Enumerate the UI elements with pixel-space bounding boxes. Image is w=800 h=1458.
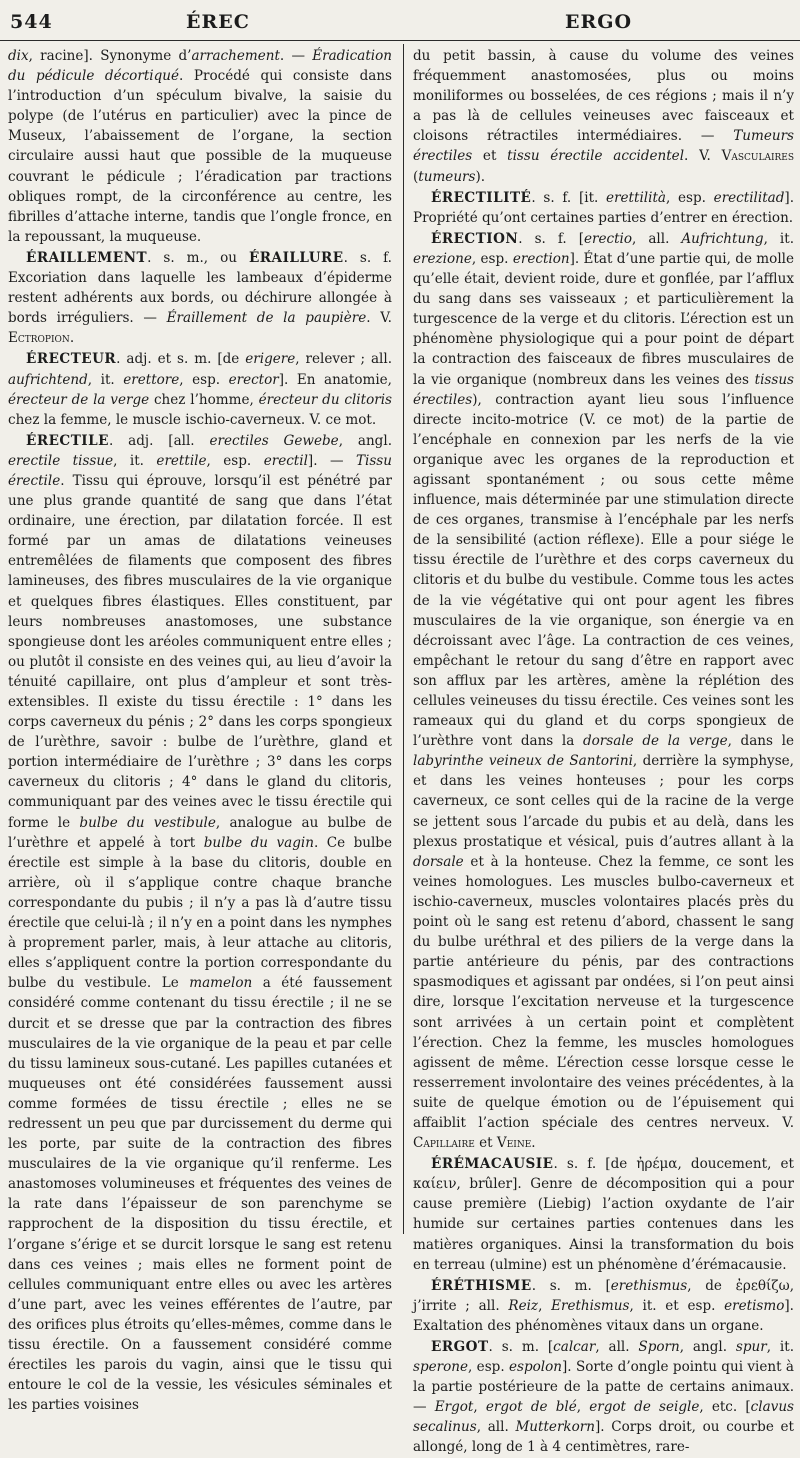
- text-run: . Procédé qui consiste dans l’introduction d’un spéculum bivalve, la saisie du polype (de l’utérus en particulier) avec la pince de Museux, l’abaissement de l’organe, la section circulaire aussi haut que possible de la muqueuse couvrant le pédicule ; l’éradication par tractions obliques rompt, de la circonférence au centre, les fibrilles d’attache interne, tandis que l’ongle fronce, en la repoussant, la muqueuse.: [8, 68, 392, 245]
- italic-term: erection: [512, 250, 570, 267]
- text-run: , relever ; all.: [295, 351, 393, 368]
- headword: ERGOT: [431, 1339, 489, 1355]
- text-run: ).: [475, 168, 486, 185]
- text-run: . —: [279, 48, 313, 64]
- italic-term: eretismo: [724, 1297, 785, 1314]
- text-run: . adj. [all.: [108, 432, 210, 449]
- small-caps-ref: Veine: [496, 1135, 532, 1152]
- text-run: , racine]. Synonyme d’: [28, 48, 192, 64]
- italic-term: calcar: [553, 1339, 596, 1355]
- italic-term: ergot de blé: [485, 1399, 577, 1416]
- italic-term: aufrichtend: [8, 371, 88, 388]
- text-run: et: [472, 148, 508, 165]
- italic-term: erectile tissue: [8, 452, 114, 469]
- text-run: , dans le: [727, 733, 794, 750]
- italic-term: mamelon: [189, 975, 253, 992]
- italic-term: erettore: [123, 371, 180, 388]
- italic-term: dix: [8, 48, 29, 64]
- text-run: , all.: [476, 1419, 516, 1436]
- italic-term: bulbe du vagin: [203, 834, 314, 851]
- italic-term: érecteur de la verge: [8, 391, 150, 408]
- left-column: [8, 46, 393, 1414]
- italic-term: Éraillement de la paupière: [166, 310, 367, 327]
- running-header: [0, 0, 800, 41]
- italic-term: erectiles Gewebe: [209, 432, 339, 449]
- text-run: . s. f. [: [518, 230, 584, 247]
- text-run: . Ce bulbe érectile est simple à la base du clitoris, double en arrière, où il s’applique contre chaque branche correspondante du pubis ; il n’y a pas là d’autre tissu érectile que celui-là ; il n’y en a point dans les nymphes à proprement parler, mais, à leur attache au clitoris, elles s’appliquent contre la portion correspondante du bulbe du vestibule. Le: [8, 834, 392, 992]
- entry-erectile: [8, 431, 392, 1416]
- text-run: , esp.: [471, 250, 513, 267]
- entry-eraillement: [8, 248, 392, 348]
- column-divider: [403, 44, 404, 1234]
- italic-term: erector: [228, 371, 279, 388]
- italic-term: Éradication du pédicule décortiqué: [8, 48, 392, 85]
- small-caps-ref: Vasculaires: [721, 148, 795, 165]
- text-run: . Tissu qui éprouve, lorsqu’il est pénétré par une plus grande quantité de sang que dans l’état ordinaire, une érection, par dilatation forcée. Il est formé par un amas de dilatations veineuses entremêlées de filaments que composent des fibres lamineuses, des fibres musculaires de la vie organique et quelques fibres élastiques. Elles constituent, par leurs nombreuses anastomoses, une substance spongieuse dont les aréoles communiquent entre elles ; ou plutôt il consiste en des veines qui, au lieu d’avoir la ténuité capillaire, ont plus d’ampleur et sont très-extensibles. Il existe du tissu érectile : 1° dans les corps caverneux du pénis ; 2° dans les corps spongieux de l’urèthre, savoir : bulbe de l’urèthre, gland et portion intermédiaire de l’urèthre ; 3° dans les corps caverneux du clitoris ; 4° dans le gland du clitoris, communiquant par des veines avec le tissu érectile qui forme le: [8, 472, 392, 831]
- text-run: ,: [473, 1399, 486, 1416]
- text-run: chez la femme, le muscle ischio-caverneux. V. ce mot.: [8, 411, 377, 428]
- small-caps-ref: Capillaire: [413, 1135, 475, 1152]
- text-run: , it.: [113, 452, 157, 469]
- text-run: ]. En anatomie,: [278, 371, 392, 388]
- text-run: ]. Corps droit, ou courbe et allongé, long de 1 à 4 centimètres, rare-: [413, 1419, 794, 1456]
- text-run: et à la honteuse. Chez la femme, ce sont les veines homologues. Les muscles bulbo-caverneux et ischio-caverneux, muscles volontaires placés près du point où le sang est retenu d’abord, chassent le sang du bulbe uréthral et des piliers de la verge dans la partie antérieure du pénis, par des contractions spasmodiques et agissant par ondées, si l’on peut ainsi dire, lorsque l’excitation nerveuse et la turgescence sont arrivées à un certain point et complètent l’érection. Chez la femme, les muscles homologues agissent de même. L’érection cesse lorsque cesse le resserrement involontaire des veines précédentes, à la suite de quelque émotion ou de l’épuisement qui affaiblit l’action spéciale des centres nerveux. V.: [413, 853, 794, 1131]
- text-run: , angl.: [679, 1339, 736, 1355]
- entry-erectilite: [413, 188, 794, 228]
- text-run: . s. f. [de ἠρέμα, doucement, et καίειν, brûler]. Genre de décomposition qui a pour cause première (Liebig) l’action oxydante de l’air humide sur certaines parties contenues dans les matières organiques. Ainsi la transformation du bois en terreau (ulmine) est un phénomène d’érémacausie.: [413, 1156, 794, 1273]
- text-run: . s. m. [: [488, 1339, 554, 1355]
- headword: ÉRÉTHISME: [431, 1277, 532, 1294]
- italic-term: spur: [735, 1339, 767, 1355]
- text-run: . V.: [366, 310, 392, 327]
- text-run: , it.: [763, 230, 794, 247]
- text-run: chez l’homme,: [149, 391, 259, 408]
- italic-term: erectio: [584, 230, 633, 247]
- italic-term: erettile: [156, 452, 207, 469]
- text-run: ,: [538, 1297, 552, 1314]
- text-run: , de ἐρεθίζω, j’irrite ; all.: [413, 1277, 794, 1314]
- text-run: , all.: [632, 230, 682, 247]
- italic-term: sperone: [413, 1359, 469, 1376]
- entry-erection: [413, 229, 794, 1153]
- text-run: et: [474, 1135, 497, 1152]
- italic-term: labyrinthe veineux de Santorini: [413, 753, 633, 770]
- text-run: ]. Exaltation des phénomènes vitaux dans un organe.: [413, 1297, 794, 1334]
- text-run: , etc. [: [699, 1399, 751, 1416]
- text-run: du petit bassin, à cause du volume des veines fréquemment anastomosées, plus ou moins moniliformes ou bosselées, de ces régions ; mais il n’y a pas là de cellules veineuses avec faisceaux et cloisons rétractiles intermédiaires. —: [413, 48, 794, 145]
- text-run: . adj. et s. m. [de: [116, 351, 246, 368]
- text-run: a été faussement considéré comme contenant du tissu érectile ; il ne se durcit et se dresse que par la contraction des fibres musculaires de la vie organique de la peau et par celle du tissu lamineux sous-cutané. Les papilles cutanées et muqueuses ont été considérées faussement aussi comme formées de tissu érectile ; elles ne se redressent un peu que par durcissement du derme qui les porte, par suite de la contraction des fibres musculaires de la vie organique qu’il renferme. Les anastomoses volumineuses et fréquentes des veines de la rate dans l’épaisseur de son parenchyme se rapprochent de la disposition du tissu érectile, et l’organe s’érige et se durcit lorsque le sang est retenu dans ces veines ; mais elles ne forment point de cellules communiquant entre elles ou avec les artères d’une part, avec les veines efférentes de l’autre, par des orifices plus étroits qu’elles-mêmes, comme dans le tissu érectile. On a faussement considéré comme érectiles les parois du vagin, ainsi que le tissu qui entoure le col de la vessie, les vésicules séminales et les parties voisines: [8, 975, 392, 1414]
- text-run: . s. f. Excoriation dans laquelle les lambeaux d’épiderme restent adhérents aux bords, ou déchirure allongée à bords irréguliers. —: [8, 249, 392, 327]
- text-run: , it. et esp.: [629, 1297, 725, 1314]
- italic-term: clavus secalinus: [413, 1399, 794, 1436]
- italic-term: Ergot: [434, 1399, 474, 1416]
- text-run: ]. Propriété qu’ont certaines parties d’entrer en érection.: [413, 189, 794, 226]
- italic-term: erezione: [413, 250, 472, 267]
- italic-term: érecteur du clitoris: [258, 391, 392, 408]
- italic-term: erethismus: [610, 1277, 688, 1294]
- italic-term: dorsale: [413, 853, 464, 870]
- italic-term: erectil: [263, 452, 308, 469]
- italic-term: arrachement: [191, 48, 280, 64]
- text-run: ]. —: [307, 452, 356, 469]
- italic-term: Reiz: [508, 1297, 539, 1314]
- text-run: , esp.: [179, 371, 229, 388]
- text-run: , esp.: [665, 189, 714, 206]
- italic-term: Aufrichtung: [681, 230, 764, 247]
- text-run: ), contraction ayant lieu sous l’influence directe incito-motrice (V. ce mot) de la partie de l’encéphale en connexion par les nerfs de la vie organique avec les organes de la reproduction et agissant spontanément ; ou sous cette même influence, mais déterminée par une stimulation directe de ces organes, transmise à l’encéphale par les nerfs de la sensibilité (action réflexe). Elle a pour siége le tissu érectile de l’urèthre et des corps caverneux du clitoris et du bulbe du vestibule. Comme tous les actes de la vie végétative qui ont pour agent les fibres musculaires de la vie organique, son énergie va en décroissant avec l’âge. La contraction de ces veines, empêchant le retour du sang d’être en rapport avec son afflux par les artères, amène la réplétion des cellules veineuses du tissu érectile. Ces veines sont les rameaux qui du gland et du corps spongieux de l’urèthre vont dans la: [413, 391, 794, 750]
- text-run: . s. f. [it.: [531, 189, 607, 206]
- italic-term: tissus érectiles: [413, 371, 794, 408]
- text-run: , angl.: [338, 432, 392, 449]
- headword: ÉRAILLEMENT: [26, 249, 148, 266]
- left-running-headword: ÉREC: [186, 11, 250, 33]
- entry-eradication-continued: [8, 46, 392, 247]
- text-run: .: [69, 330, 75, 347]
- text-run: .: [531, 1135, 536, 1152]
- italic-term: erigere: [245, 351, 296, 368]
- headword: ÉRECTEUR: [26, 351, 117, 368]
- italic-term: tissu érectile accidentel: [507, 148, 685, 165]
- entry-eremacausie: [413, 1154, 794, 1275]
- italic-term: erectilitad: [713, 189, 785, 206]
- text-run: . V.: [684, 148, 722, 165]
- text-run: , analogue au bulbe de l’urèthre et appelé à tort: [8, 814, 392, 851]
- page-number: 544: [10, 11, 53, 33]
- headword: ÉRÉMACAUSIE: [431, 1156, 554, 1173]
- right-column: [413, 46, 795, 1456]
- italic-term: espolon: [508, 1359, 562, 1376]
- italic-term: Tissu érectile: [8, 452, 392, 489]
- text-run: ]. Sorte d’ongle pointu qui vient à la partie postérieure de la patte de certains animaux. —: [413, 1359, 794, 1416]
- text-run: . s. m., ou: [147, 249, 249, 266]
- italic-term: erettilità: [606, 189, 666, 206]
- italic-term: ergot de seigle: [589, 1399, 700, 1416]
- italic-term: Erethismus: [551, 1297, 630, 1314]
- text-run: ]. État d’une partie qui, de molle qu’elle était, devient roide, dure et gonflée, par l’afflux du sang dans ses vaisseaux ; et particulièrement la turgescence de la verge et du clitoris. L’érection est un phénomène physiologique qui a pour point de départ la contraction des faisceaux de fibres musculaires de la vie organique (nombreux dans les veines des: [413, 250, 794, 388]
- headword: ÉRECTILE: [26, 432, 109, 449]
- text-run: , all.: [595, 1339, 639, 1355]
- italic-term: Sporn: [638, 1339, 680, 1355]
- text-run: (: [413, 168, 419, 185]
- text-run: . s. m. [: [531, 1277, 611, 1294]
- text-run: , it.: [766, 1339, 794, 1355]
- italic-term: Mutterkorn: [515, 1419, 595, 1436]
- text-run: , it.: [87, 371, 124, 388]
- entry-ergot: [413, 1337, 794, 1458]
- headword: ÉRAILLURE: [248, 249, 344, 266]
- small-caps-ref: Ectropion: [8, 330, 70, 347]
- text-run: , esp.: [468, 1359, 509, 1376]
- italic-term: tumeurs: [418, 168, 476, 185]
- entry-erecteur: [8, 349, 392, 429]
- entry-erethisme: [413, 1276, 794, 1336]
- headword: ÉRECTION: [431, 230, 519, 247]
- text-run: ,: [576, 1399, 590, 1416]
- text-run: , derrière la symphyse, et dans les veines honteuses ; pour les corps caverneux, ce sont celles qui de la racine de la verge se jettent sous l’arcade du pubis et au delà, dans les plexus prostatique et vésical, puis d’autres allant à la: [413, 753, 794, 850]
- italic-term: dorsale de la verge: [582, 733, 728, 750]
- italic-term: Tumeurs érectiles: [413, 128, 794, 165]
- italic-term: bulbe du vestibule: [79, 814, 216, 831]
- entry-erectile-continued: [413, 46, 794, 187]
- text-run: , esp.: [206, 452, 264, 469]
- right-running-headword: ERGO: [565, 11, 633, 33]
- headword: ÉRECTILITÉ: [431, 189, 532, 206]
